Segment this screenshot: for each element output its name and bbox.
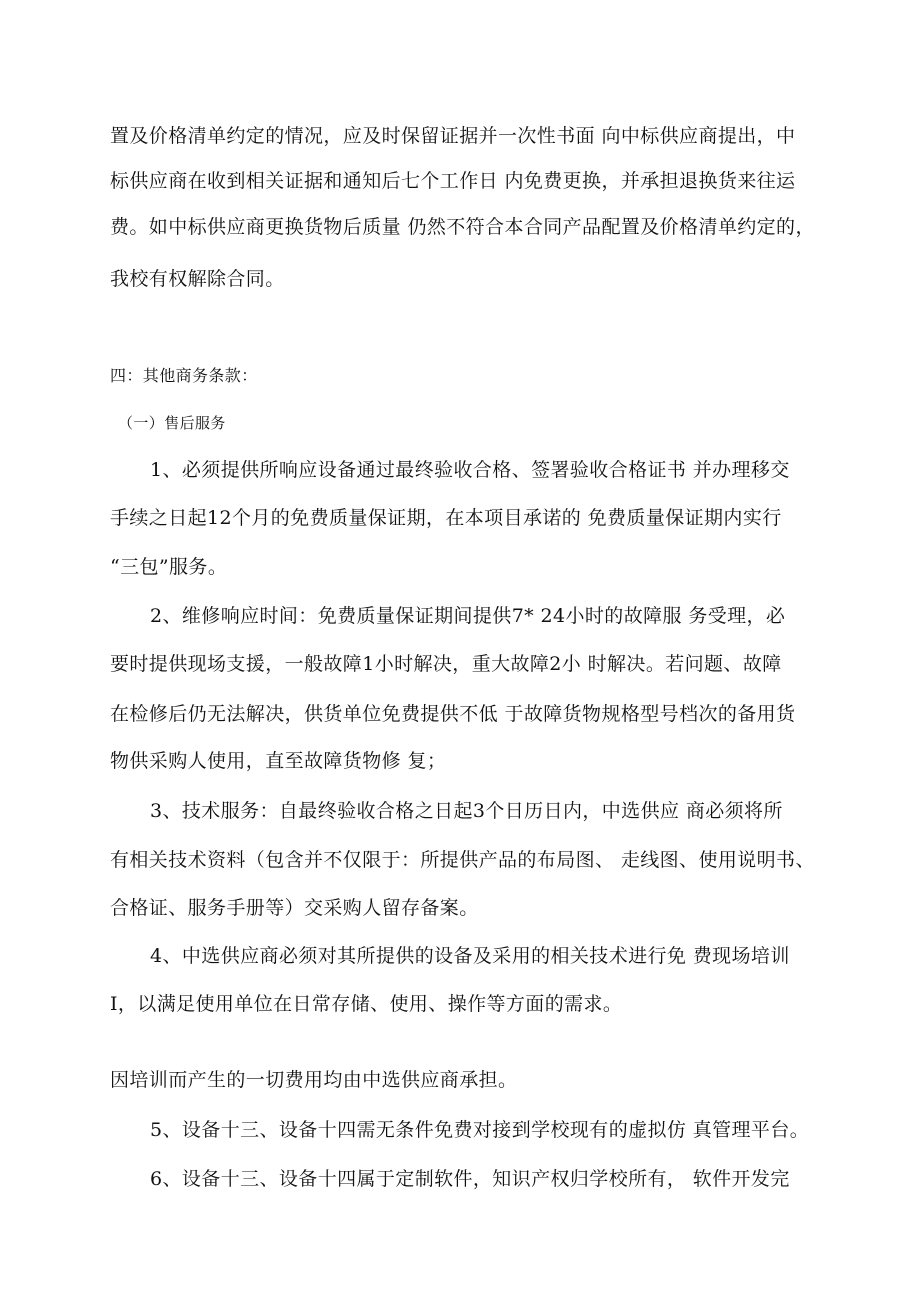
paragraph-line: 标供应商在收到相关证据和通知后七个工作日 内免费更换，并承担退换货来往运 <box>110 170 796 192</box>
item-6-line: 6、设备十三、设备十四属于定制软件，知识产权归学校所有， 软件开发完 <box>150 1168 790 1190</box>
item-1-line: 手续之日起12个月的免费质量保证期，在本项目承诺的 免费质量保证期内实行 <box>110 507 782 529</box>
item-4-line: 4、中选供应商必须对其所提供的设备及采用的相关技术进行免 费现场培训 <box>150 945 790 967</box>
item-2-line: 2、维修响应时间：免费质量保证期间提供7* 24小时的故障服 务受理，必 <box>150 605 786 627</box>
item-2-line: 在检修后仍无法解决，供货单位免费提供不低 于故障货物规格型号档次的备用货 <box>110 703 796 725</box>
item-3-line: 合格证、服务手册等）交采购人留存备案。 <box>110 897 479 919</box>
section-heading: 四：其他商务条款： <box>110 366 258 385</box>
item-4-continuation: 因培训而产生的一切费用均由中选供应商承担。 <box>110 1069 518 1091</box>
item-4-line: I，以满足使用单位在日常存储、使用、操作等方面的需求。 <box>110 993 623 1015</box>
item-3-line: 有相关技术资料（包含并不仅限于：所提供产品的布局图、 走线图、使用说明书、 <box>110 849 815 871</box>
paragraph-line: 费。如中标供应商更换货物后质量 仍然不符合本合同产品配置及价格清单约定的， <box>110 216 815 238</box>
subsection-heading: （一）售后服务 <box>118 414 226 432</box>
paragraph-line: 我校有权解除合同。 <box>110 268 285 290</box>
item-1-line: “三包”服务。 <box>110 556 228 578</box>
item-5-line: 5、设备十三、设备十四需无条件免费对接到学校现有的虚拟仿 真管理平台。 <box>150 1119 810 1141</box>
item-3-line: 3、技术服务：自最终验收合格之日起3个日历日内，中选供应 商必须将所 <box>150 800 783 822</box>
item-2-line: 要时提供现场支援，一般故障1小时解决，重大故障2小 时解决。若问题、故障 <box>110 653 782 675</box>
paragraph-line: 置及价格清单约定的情况，应及时保留证据并一次性书面 向中标供应商提出，中 <box>110 125 796 147</box>
item-1-line: 1、必须提供所响应设备通过最终验收合格、签署验收合格证书 并办理移交 <box>150 459 790 481</box>
item-2-line: 物供采购人使用，直至故障货物修 复； <box>110 750 447 772</box>
